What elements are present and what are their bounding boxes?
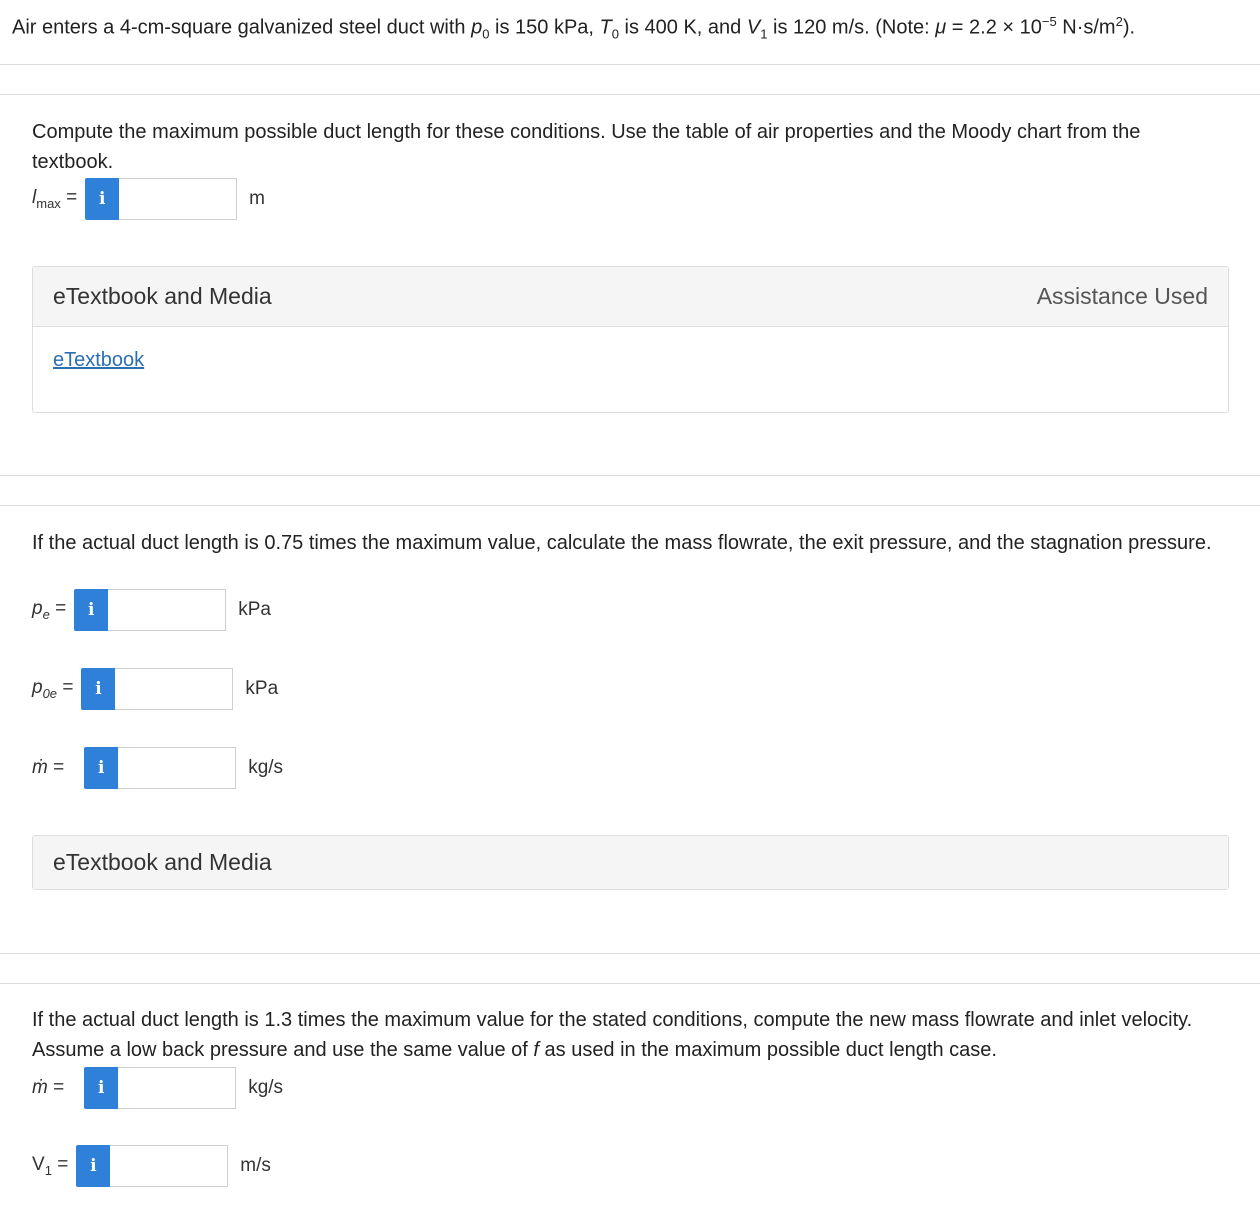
mdot-new-field-row	[32, 1067, 283, 1109]
info-icon[interactable]: i	[76, 1145, 110, 1187]
p0e-label: $p_{0e}$ =	[32, 677, 74, 701]
question-3: If the actual duct length is 1.3 times the maximum value for the stated conditions, compute the new mass flowrate and inlet velocity. Assume a low back pressure and use the same value of f as used in the maximum possible duct length case.	[32, 1009, 1193, 1061]
etextbook-link[interactable]: eTextbook	[53, 349, 145, 371]
p0e-input[interactable]	[115, 668, 233, 710]
question-1: Compute the maximum possible duct length for these conditions. Use the table of air properties and the Moody chart from the textbook.	[32, 121, 1141, 173]
v1-input[interactable]	[110, 1145, 228, 1187]
question-2: If the actual duct length is 0.75 times the maximum value, calculate the mass flowrate, the exit pressure, and the stagnation pressure.	[32, 532, 1212, 554]
lmax-unit: m	[249, 188, 265, 209]
p0e-field-row	[32, 668, 278, 710]
divider	[0, 983, 1260, 984]
pe-field-row	[32, 589, 271, 631]
panel-header[interactable]	[33, 836, 1228, 889]
mdot-label: ṁ =	[32, 757, 65, 778]
pe-unit: kPa	[238, 599, 271, 620]
info-icon[interactable]: i	[74, 589, 108, 631]
panel-title: eTextbook and Media	[53, 283, 272, 309]
v1-label: $V_1$ =	[32, 1154, 69, 1178]
problem-statement: Air enters a 4-cm-square galvanized steel duct with $p_0$ is 150 kPa, $T_0$ is 400 K, and $V_1$ is 120 m/s. (Note: $\mu = 2.2 \times 10^{-5}$ $N\cdot s/m^2$).	[12, 14, 1136, 42]
info-icon[interactable]: i	[81, 668, 115, 710]
etextbook-panel	[32, 835, 1229, 890]
panel-title: eTextbook and Media	[53, 849, 272, 875]
divider	[0, 64, 1260, 65]
mdot-unit: kg/s	[248, 757, 284, 778]
assistance-status: Assistance Used	[1036, 283, 1208, 309]
mdot-new-unit: kg/s	[248, 1077, 284, 1098]
lmax-label: $l_{max}$ =	[32, 187, 78, 211]
mdot-field-row	[32, 747, 283, 789]
p0e-unit: kPa	[245, 678, 279, 699]
divider	[0, 953, 1260, 954]
v1-unit: m/s	[240, 1155, 271, 1176]
lmax-input[interactable]	[119, 178, 237, 220]
info-icon[interactable]: i	[84, 747, 118, 789]
panel-header[interactable]	[33, 267, 1228, 327]
lmax-field-row	[32, 178, 265, 220]
divider	[0, 475, 1260, 476]
etextbook-panel	[32, 266, 1229, 413]
mdot-new-label: ṁ =	[32, 1077, 65, 1098]
divider	[0, 94, 1260, 95]
mdot-new-input[interactable]	[118, 1067, 236, 1109]
info-icon[interactable]: i	[84, 1067, 118, 1109]
divider	[0, 505, 1260, 506]
pe-label: $p_e$ =	[32, 598, 67, 622]
v1-field-row	[32, 1145, 271, 1187]
pe-input[interactable]	[108, 589, 226, 631]
info-icon[interactable]: i	[85, 178, 119, 220]
mdot-input[interactable]	[118, 747, 236, 789]
